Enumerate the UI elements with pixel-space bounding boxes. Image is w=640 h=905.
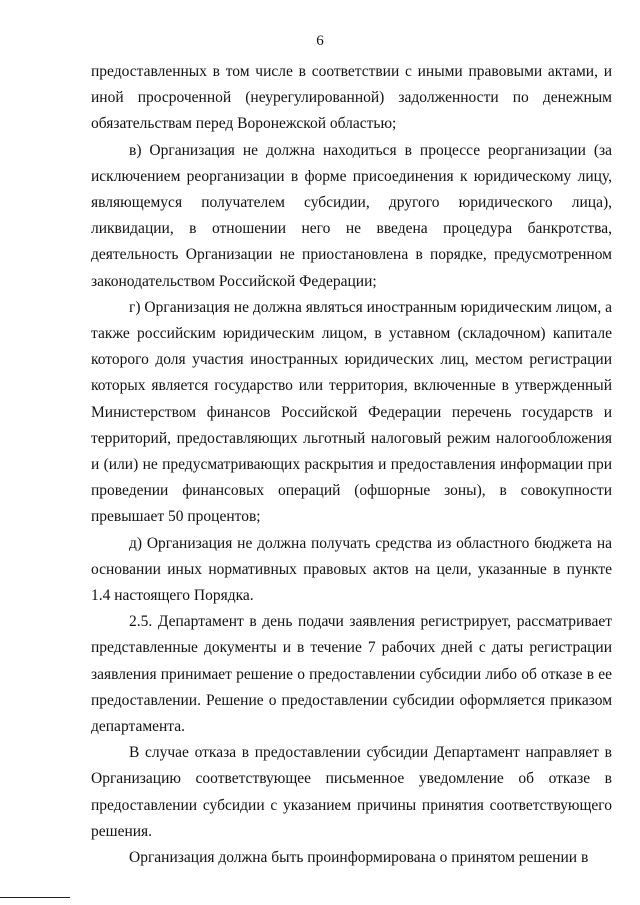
- paragraph-item-v: в) Организация не должна находиться в процессе реорганизации (за исключением реорганизации в форме присоединения к юридическому лицу, являющемуся получателем субсидии, другого юридического лица), ликвидации, в отношении него не введена процедура банкротства, деятельность Организации не приостановлена в порядке, предусмотренном законодательством Российской Федерации;: [91, 141, 612, 290]
- paragraph-continuation: предоставленных в том числе в соответствии с иными правовыми актами, и иной просроченной (неурегулированной) задолженности по денежным обязательствам перед Воронежской областью;: [91, 63, 612, 133]
- page-number: 6: [316, 33, 324, 49]
- paragraph-clause-2-5: 2.5. Департамент в день подачи заявления регистрирует, рассматривает представленные документы и в течение 7 рабочих дней с даты регистрации заявления принимает решение о предоставлении субсидии либо об отказе в ее предоставлении. Решение о предоставлении субсидии оформляется приказом департамента.: [91, 613, 612, 736]
- footnote-separator-line: [0, 897, 70, 898]
- paragraph-notification: Организация должна быть проинформирована о принятом решении в: [129, 849, 589, 867]
- paragraph-refusal-notice: В случае отказа в предоставлении субсидии Департамент направляет в Организацию соответствующее письменное уведомление об отказе в предоставлении субсидии с указанием причины принятия соответствующего решения.: [91, 744, 612, 840]
- document-body: [91, 59, 612, 871]
- paragraph-item-d: д) Организация не должна получать средства из областного бюджета на основании иных нормативных правовых актов на цели, указанные в пункте 1.4 настоящего Порядка.: [91, 534, 612, 605]
- paragraph-item-g: г) Организация не должна являться иностранным юридическим лицом, а также российским юридическим лицом, в уставном (складочном) капитале которого доля участия иностранных юридических лиц, местом регистрации которых является государство или территория, включенные в утвержденный Министерством финансов Российской Федерации перечень государств и территорий, предоставляющих льготный налоговый режим налогообложения и (или) не предусматривающих раскрытия и предоставления информации при проведении финансовых операций (офшорные зоны), в совокупности превышает 50 процентов;: [91, 298, 612, 526]
